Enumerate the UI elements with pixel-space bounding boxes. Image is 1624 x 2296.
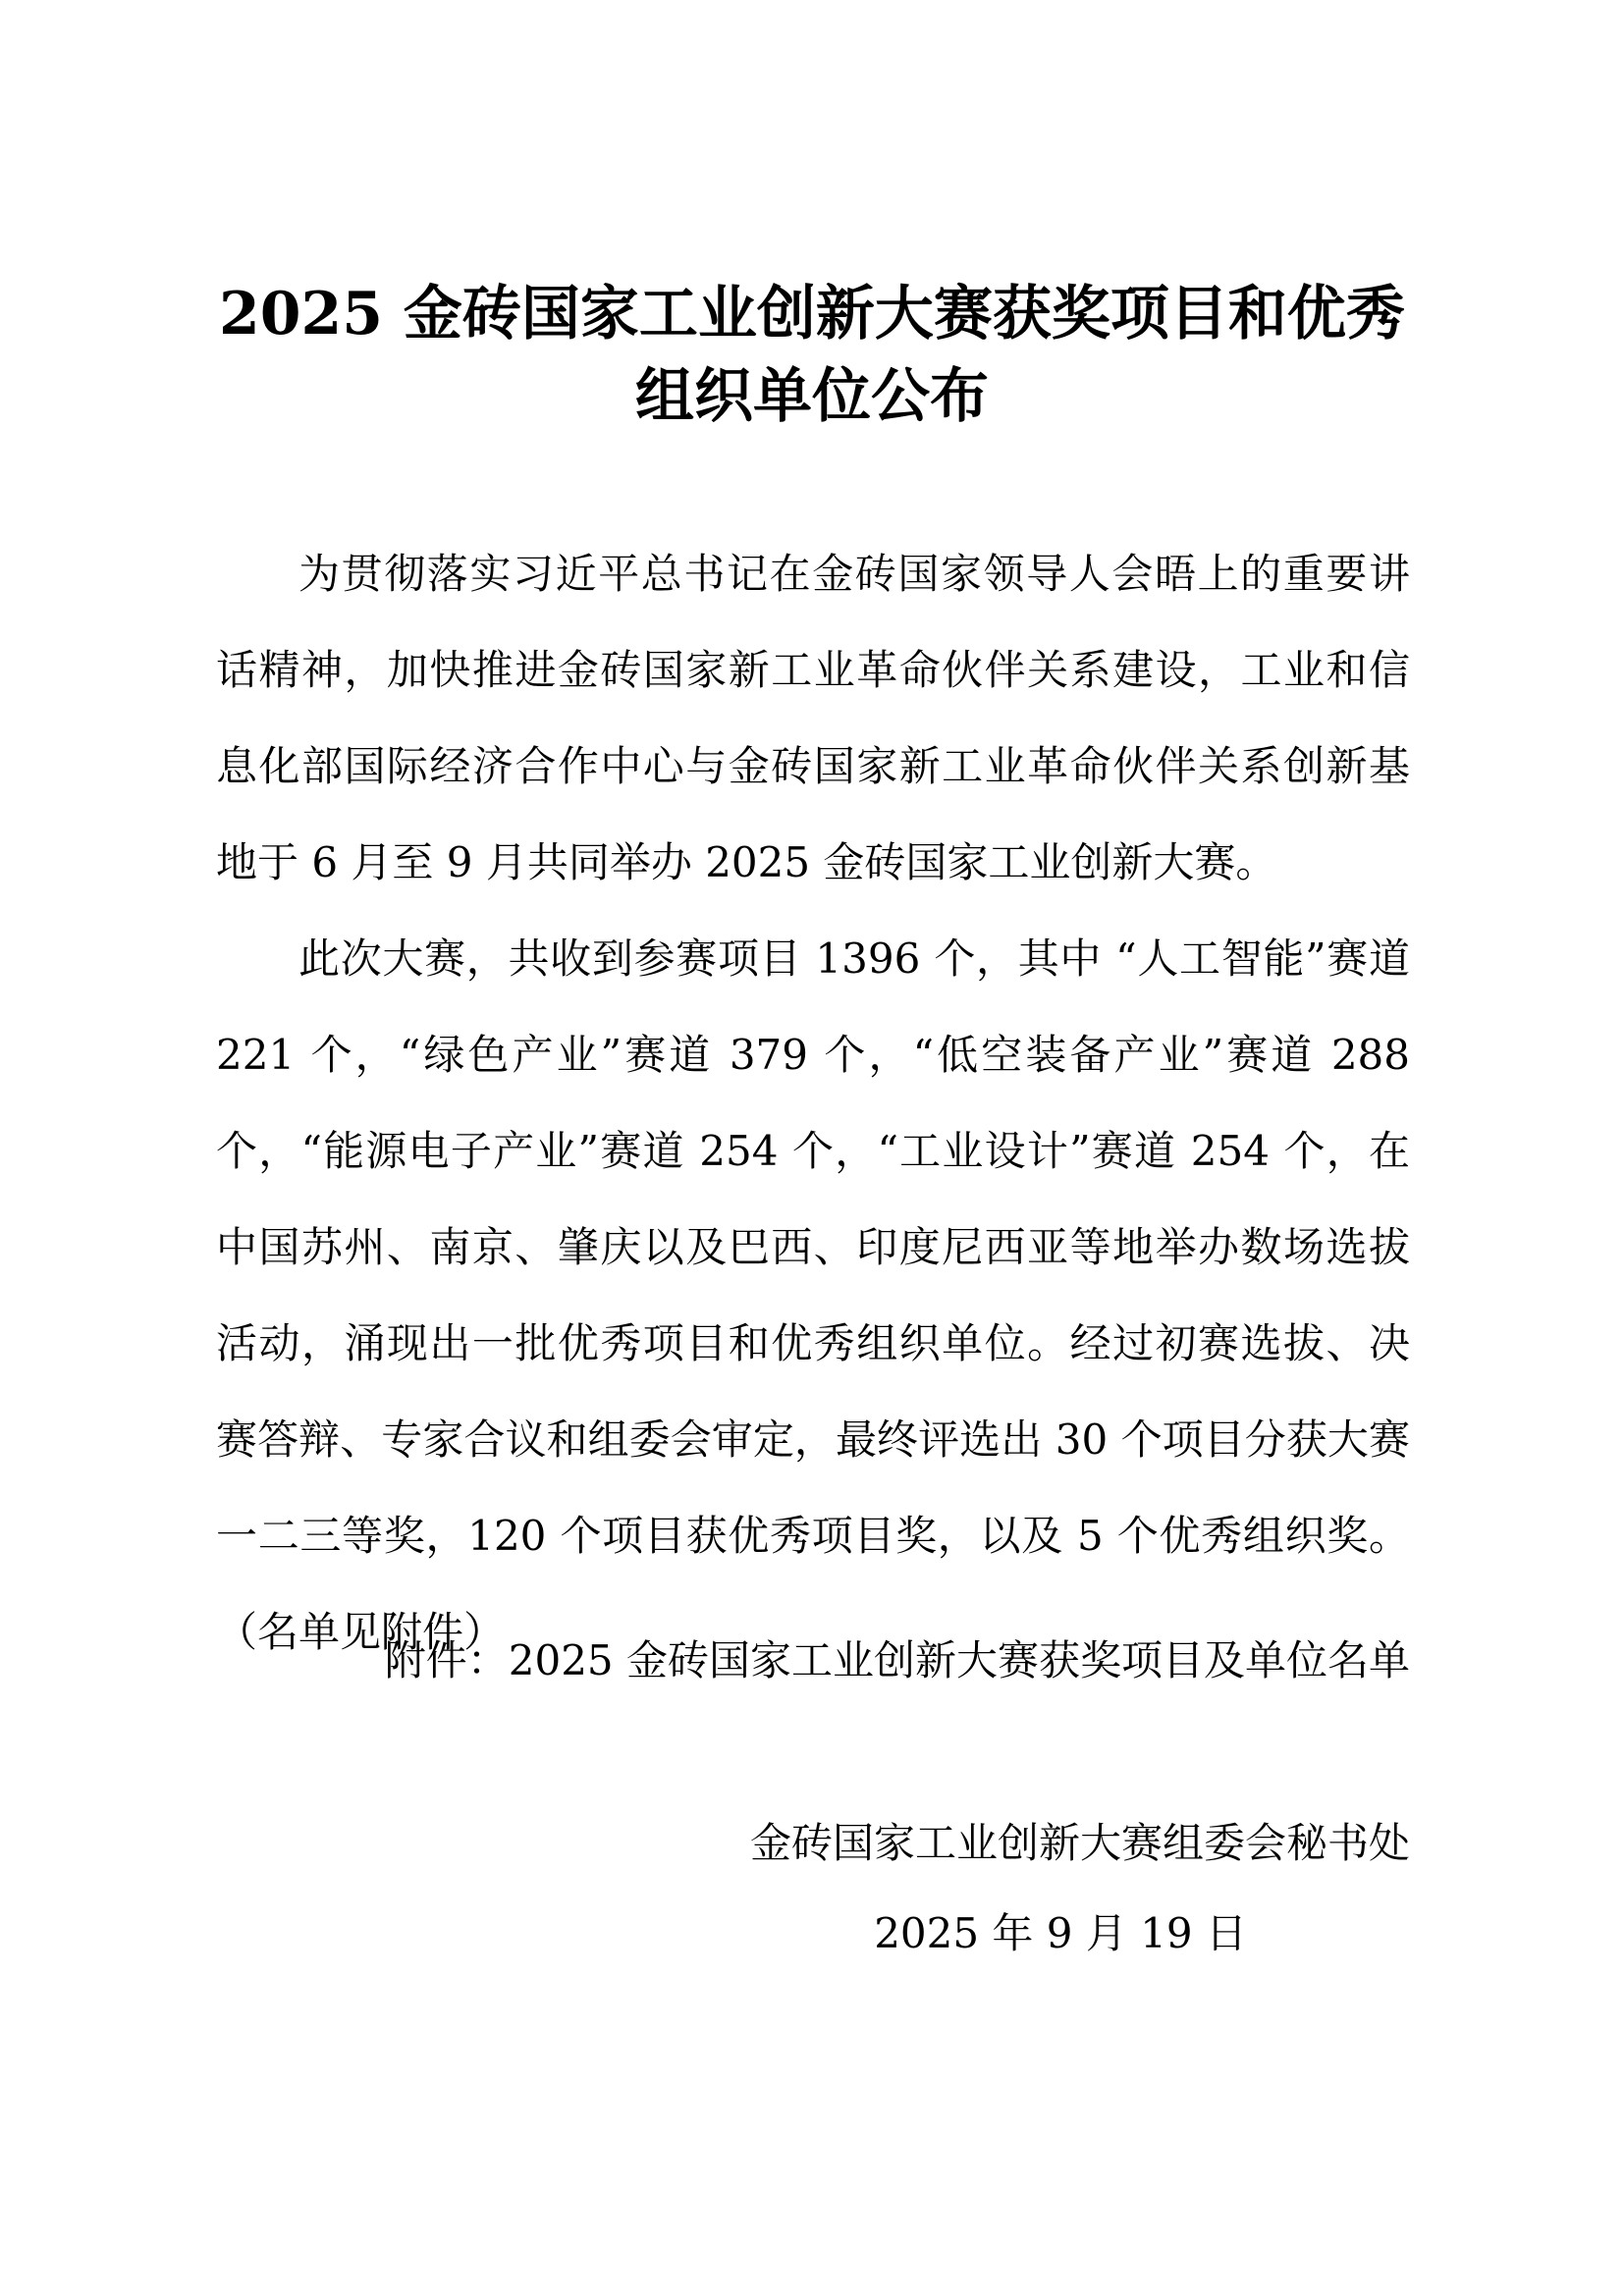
document-title-line-2: 组织单位公布 (635, 362, 989, 431)
body-paragraph-1: 为贯彻落实习近平总书记在金砖国家领导人会晤上的重要讲话精神，加快推进金砖国家新工业革命伙伴关系建设，工业和信息化部国际经济合作中心与金砖国家新工业革命伙伴关系创新基地于 6 月至 9 月共同举办 2025 金砖国家工业创新大赛。 (216, 550, 1410, 886)
body-paragraph-2: 此次大赛，共收到参赛项目 1396 个，其中 “人工智能”赛道 221 个，“绿色产业”赛道 379 个，“低空装备产业”赛道 288 个，“能源电子产业”赛道 254 个，“工业设计”赛道 254 个，在中国苏州、南京、肇庆以及巴西、印度尼西亚等地举办数场选拔活动，涌现出一批优秀项目和优秀组织单位。经过初赛选拔、决赛答辩、专家合议和组委会审定，最终评选出 30 个项目分获大赛一二三等奖，120 个项目获优秀项目奖，以及 5 个优秀组织奖。（名单见附件） (216, 934, 1410, 1656)
attachment-note: 附件：2025 金砖国家工业创新大赛获奖项目及单位名单 (384, 1636, 1410, 1684)
issue-date: 2025 年 9 月 19 日 (874, 1909, 1247, 1957)
issuing-organization: 金砖国家工业创新大赛组委会秘书处 (749, 1819, 1410, 1867)
document-title-line-1: 2025 金砖国家工业创新大赛获奖项目和优秀 (219, 280, 1405, 348)
